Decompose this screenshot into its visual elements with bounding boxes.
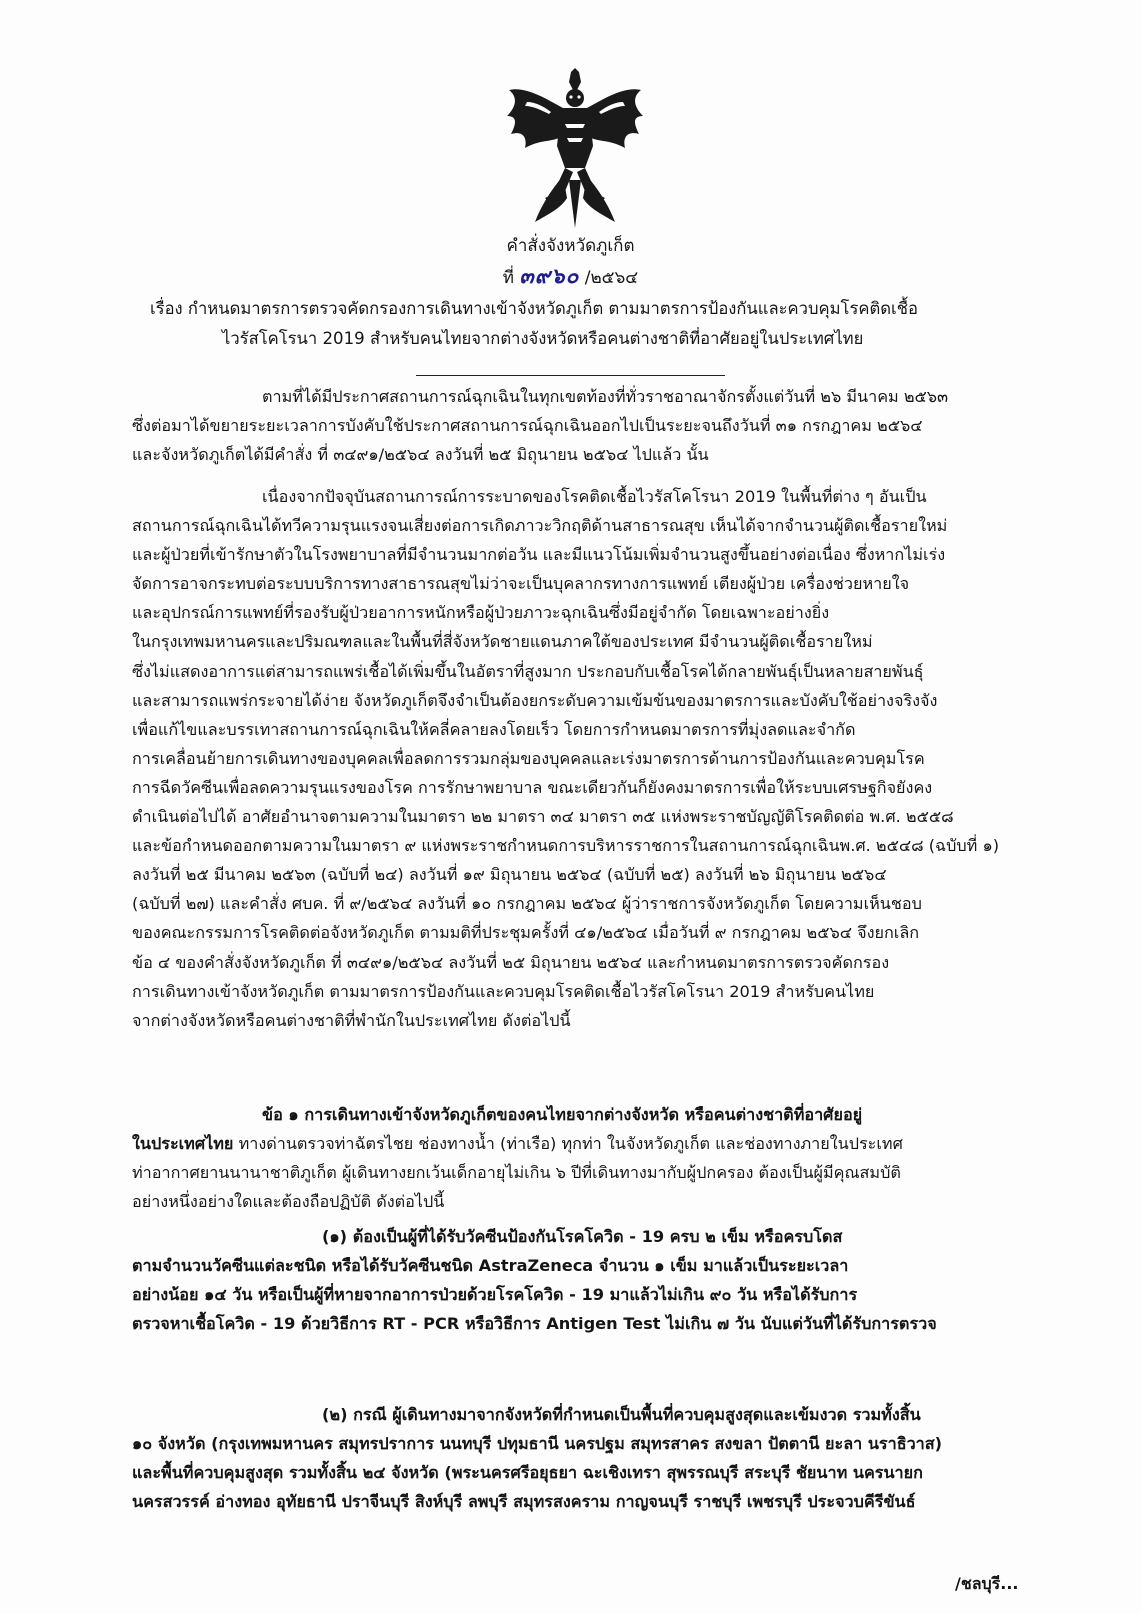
paragraph-intro xyxy=(132,382,1027,469)
paragraph-line: (ฉบับที่ ๒๗) และคำสั่ง ศบค. ที่ ๙/๒๕๖๔ ลงวันที่ ๑๐ กรกฎาคม ๒๕๖๔ ผู้ว่าราชการจังหวัดภูเก็ต โดยความเห็นชอบ xyxy=(132,894,922,914)
paragraph-line: เพื่อแก้ไขและบรรเทาสถานการณ์ฉุกเฉินให้คลี่คลายลงโดยเร็ว โดยการกำหนดมาตรการที่มุ่งลดและจำกัด xyxy=(132,719,856,739)
paragraph-line: ของคณะกรรมการโรคติดต่อจังหวัดภูเก็ต ตามมติที่ประชุมครั้งที่ ๔๑/๒๕๖๔ เมื่อวันที่ ๙ กรกฎาคม ๒๕๖๔ จึงยกเลิก xyxy=(132,923,920,943)
number-prefix: ที่ xyxy=(502,268,515,288)
garuda-emblem-icon xyxy=(505,68,645,228)
subject xyxy=(150,294,1030,354)
item-line: (๒) กรณี ผู้เดินทางมาจากจังหวัดที่กำหนดเป็นพื้นที่ควบคุมสูงสุดและเข้มงวด รวมทั้งสิ้น xyxy=(322,1405,921,1424)
clause-line: ท่าอากาศยานนานาชาติภูเก็ต ผู้เดินทางยกเว้นเด็กอายุไม่เกิน ๖ ปีที่เดินทางมากับผู้ปกครอง ต้องเป็นผู้มีคุณสมบัติ xyxy=(132,1163,901,1183)
handwritten-number: ๓๙๖๐ xyxy=(519,263,580,288)
paragraph-line: จากต่างจังหวัดหรือคนต่างชาติที่พำนักในประเทศไทย ดังต่อไปนี้ xyxy=(132,1010,571,1030)
paragraph-line: สถานการณ์ฉุกเฉินได้ทวีความรุนแรงจนเสี่ยงต่อการเกิดภาวะวิกฤติด้านสาธารณสุข เห็นได้จากจำนวนผู้ติดเชื้อรายใหม่ xyxy=(132,516,948,536)
item-2 xyxy=(132,1400,1027,1516)
paragraph-line: ซึ่งไม่แสดงอาการแต่สามารถแพร่เชื้อได้เพิ่มขึ้นในอัตราที่สูงมาก ประกอบกับเชื้อโรคได้กลายพันธุ์เป็นหลายสายพันธุ์ xyxy=(132,661,924,681)
clause-line: อย่างหนึ่งอย่างใดและต้องถือปฏิบัติ ดังต่อไปนี้ xyxy=(132,1192,445,1212)
paragraph-line: ดำเนินต่อไปได้ อาศัยอำนาจตามความในมาตรา ๒๒ มาตรา ๓๔ มาตรา ๓๕ แห่งพระราชบัญญัติโรคติดต่อ พ.ศ. ๒๕๕๘ xyxy=(132,807,954,827)
number-suffix: /๒๕๖๔ xyxy=(584,268,639,288)
clause-text: ทางด่านตรวจท่าฉัตรไชย ช่องทางน้ำ (ท่าเรือ) ทุกท่า ในจังหวัดภูเก็ต และช่องทางภายในประเทศ xyxy=(233,1134,903,1154)
paragraph-reasons xyxy=(132,482,1027,1035)
paragraph-line: จัดการอาจกระทบต่อระบบบริการทางสาธารณสุขไม่ว่าจะเป็นบุคลากรทางการแพทย์ เตียงผู้ป่วย เครื่องช่วยหายใจ xyxy=(132,574,910,594)
paragraph-line: ซึ่งต่อมาได้ขยายระยะเวลาการบังคับใช้ประกาศสถานการณ์ฉุกเฉินออกไปเป็นระยะจนถึงวันที่ ๓๑ กรกฎาคม ๒๕๖๔ xyxy=(132,416,923,436)
paragraph-line: การฉีดวัคซีนเพื่อลดความรุนแรงของโรค การรักษาพยาบาล ขณะเดียวกันก็ยังคงมาตรการเพื่อให้ระบบเศรษฐกิจยังคง xyxy=(132,777,933,797)
paragraph-line: และจังหวัดภูเก็ตได้มีคำสั่ง ที่ ๓๔๙๑/๒๕๖๔ ลงวันที่ ๒๕ มิถุนายน ๒๕๖๔ ไปแล้ว นั้น xyxy=(132,445,709,465)
paragraph-line: และอุปกรณ์การแพทย์ที่รองรับผู้ป่วยอาการหนักหรือผู้ป่วยภาวะฉุกเฉินซึ่งมีอยู่จำกัด โดยเฉพาะอย่างยิ่ง xyxy=(132,603,830,623)
subject-line: เรื่อง กำหนดมาตรการตรวจคัดกรองการเดินทางเข้าจังหวัดภูเก็ต ตามมาตรการป้องกันและควบคุมโรคติดเชื้อ xyxy=(150,299,918,318)
order-title: คำสั่งจังหวัดภูเก็ต xyxy=(506,236,635,256)
paragraph-line: และผู้ป่วยที่เข้ารักษาตัวในโรงพยาบาลที่มีจำนวนมากต่อวัน และมีแนวโน้มเพิ่มจำนวนสูงขึ้นอย่างต่อเนื่อง ซึ่งหากไม่เร่ง xyxy=(132,545,946,565)
order-number xyxy=(0,260,1141,293)
next-page-marker: /ชลบุรี... xyxy=(955,1574,1019,1593)
paragraph-line: ลงวันที่ ๒๕ มีนาคม ๒๕๖๓ (ฉบับที่ ๒๔) ลงวันที่ ๑๙ มิถุนายน ๒๕๖๔ (ฉบับที่ ๒๕) ลงวันที่ ๒๖ มิถุนายน ๒๕๖๔ xyxy=(132,865,887,885)
item-1 xyxy=(132,1222,1027,1338)
paragraph-line: และข้อกำหนดออกตามความในมาตรา ๙ แห่งพระราชกำหนดการบริหารราชการในสถานการณ์ฉุกเฉินพ.ศ. ๒๕๔๘ (ฉบับที่ ๑) xyxy=(132,836,1000,856)
clause-line xyxy=(132,1129,1027,1158)
item-line: ตรวจหาเชื้อโควิด - 19 ด้วยวิธีการ RT - PCR หรือวิธีการ Antigen Test ไม่เกิน ๗ วัน นับแต่วันที่ได้รับการตรวจ xyxy=(132,1314,937,1334)
paragraph-line: เนื่องจากปัจจุบันสถานการณ์การระบาดของโรคติดเชื้อไวรัสโคโรนา 2019 ในพื้นที่ต่าง ๆ อันเป็น xyxy=(262,487,927,506)
paragraph-line: ในกรุงเทพมหานครและปริมณฑลและในพื้นที่สี่จังหวัดชายแดนภาคใต้ของประเทศ มีจำนวนผู้ติดเชื้อรายใหม่ xyxy=(132,632,873,652)
item-line: (๑) ต้องเป็นผู้ที่ได้รับวัคซีนป้องกันโรคโควิด - 19 ครบ ๒ เข็ม หรือครบโดส xyxy=(322,1227,843,1246)
item-line: อย่างน้อย ๑๔ วัน หรือเป็นผู้ที่หายจากอาการป่วยด้วยโรคโควิด - 19 มาแล้วไม่เกิน ๙๐ วัน หรือได้รับการ xyxy=(132,1285,858,1305)
paragraph-line: ข้อ ๔ ของคำสั่งจังหวัดภูเก็ต ที่ ๓๔๙๑/๒๕๖๔ ลงวันที่ ๒๕ มิถุนายน ๒๕๖๔ และกำหนดมาตรการตรวจคัดกรอง xyxy=(132,952,890,972)
subject-line: ไวรัสโคโรนา 2019 สำหรับคนไทยจากต่างจังหวัดหรือคนต่างชาติที่อาศัยอยู่ในประเทศไทย xyxy=(222,329,864,348)
paragraph-line: และสามารถแพร่กระจายได้ง่าย จังหวัดภูเก็ตจึงจำเป็นต้องยกระดับความเข้มข้นของมาตรการและบังคับใช้อย่างจริงจัง xyxy=(132,690,938,710)
clause-heading: ข้อ ๑ การเดินทางเข้าจังหวัดภูเก็ตของคนไทยจากต่างจังหวัด หรือคนต่างชาติที่อาศัยอยู่ xyxy=(262,1105,863,1124)
paragraph-line: ตามที่ได้มีประกาศสถานการณ์ฉุกเฉินในทุกเขตท้องที่ทั่วราชอาณาจักรตั้งแต่วันที่ ๒๖ มีนาคม ๒๕๖๓ xyxy=(262,387,949,406)
paragraph-line: การเคลื่อนย้ายการเดินทางของบุคคลเพื่อลดการรวมกลุ่มของบุคคลและเร่งมาตรการด้านการป้องกันและควบคุมโรค xyxy=(132,748,925,768)
divider-line xyxy=(416,375,725,376)
item-line: ๑๐ จังหวัด (กรุงเทพมหานคร สมุทรปราการ นนทบุรี ปทุมธานี นครปฐม สมุทรสาคร สงขลา ปัตตานี ยะลา นราธิวาส) xyxy=(132,1434,943,1454)
clause-heading-cont: ในประเทศไทย xyxy=(132,1134,234,1154)
paragraph-line: การเดินทางเข้าจังหวัดภูเก็ต ตามมาตรการป้องกันและควบคุมโรคติดเชื้อไวรัสโคโรนา 2019 สำหรับคนไทย xyxy=(132,981,875,1001)
item-line: ตามจำนวนวัคซีนแต่ละชนิด หรือได้รับวัคซีนชนิด AstraZeneca จำนวน ๑ เข็ม มาแล้วเป็นระยะเวลา xyxy=(132,1256,849,1276)
item-line: และพื้นที่ควบคุมสูงสุด รวมทั้งสิ้น ๒๔ จังหวัด (พระนครศรีอยุธยา ฉะเชิงเทรา สุพรรณบุรี สระบุรี ชัยนาท นครนายก xyxy=(132,1463,923,1483)
clause-1 xyxy=(132,1100,1027,1216)
item-line: นครสวรรค์ อ่างทอง อุทัยธานี ปราจีนบุรี สิงห์บุรี ลพบุรี สมุทรสงคราม กาญจนบุรี ราชบุรี เพชรบุรี ประจวบคีรีขันธ์ xyxy=(132,1492,916,1512)
